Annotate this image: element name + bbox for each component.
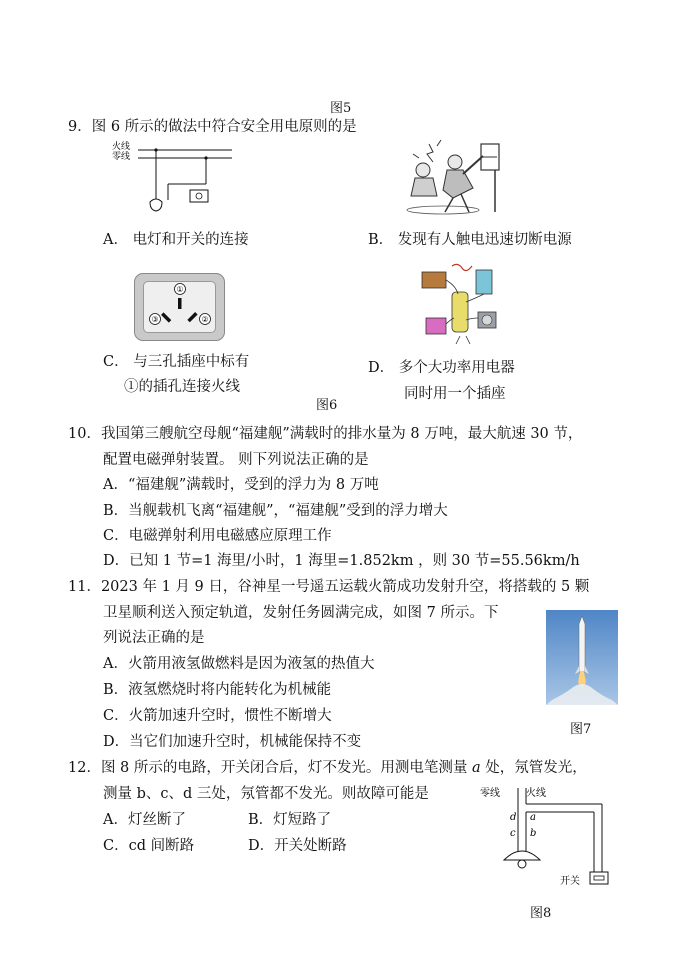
q11-option-b: B．液氢燃烧时将内能转化为机械能 (103, 682, 332, 698)
q12-line1-point-a: a (472, 760, 481, 776)
socket-label-2: ② (201, 315, 209, 324)
light-bulb-icon (150, 199, 162, 211)
point-c-label: c (510, 828, 516, 839)
rocket-icon (579, 616, 585, 672)
q12-option-a: A．灯丝断了 (103, 812, 186, 828)
q12-line1-post: 处，氖管发光， (480, 760, 587, 776)
rocket-launch-photo (546, 610, 618, 705)
switch-label: 开关 (560, 876, 580, 887)
q9-option-c-line2: ①的插孔连接火线 (124, 379, 240, 395)
point-d-label: d (510, 812, 517, 823)
q11-option-d: D．当它们加速升空时，机械能保持不变 (103, 734, 362, 750)
fire-wire-label: 火线 (112, 141, 131, 151)
lamp-switch-circuit-diagram (112, 140, 237, 220)
q10-option-c: C．电磁弹射利用电磁感应原理工作 (103, 528, 332, 544)
overloaded-power-strip-illustration (416, 262, 511, 347)
question-11-stem-line2: 卫星顺利送入预定轨道，发射任务圆满完成，如图 7 所示。下 (103, 605, 499, 621)
q9-option-d-line1: D． 多个大功率用电器 (368, 360, 515, 376)
refrigerator-icon (476, 270, 492, 294)
socket-holes-icon (144, 282, 215, 332)
power-strip-icon (452, 292, 468, 332)
q11-option-a: A．火箭用液氢做燃料是因为液氢的热值大 (103, 656, 375, 672)
socket-face (143, 281, 216, 333)
q12-option-b: B．灯短路了 (248, 812, 332, 828)
q9-option-c-line1: C． 与三孔插座中标有 (103, 354, 250, 370)
q9-option-d-line2: 同时用一个插座 (404, 386, 506, 402)
q12-line1-pre: 12．图 8 所示的电路，开关闭合后，灯不发光。用测电笔测量 (68, 760, 473, 776)
question-12-stem-line1 (68, 758, 587, 778)
question-10-stem-line2: 配置电磁弹射装置。 则下列说法正确的是 (103, 452, 369, 468)
zero-wire-label: 零线 (480, 788, 500, 799)
socket-label-1: ① (176, 285, 184, 294)
socket-label-3: ③ (151, 315, 159, 324)
q12-option-c: C．cd 间断路 (103, 838, 195, 854)
ceiling-lamp-icon (504, 851, 540, 860)
q12-option-d: D．开关处断路 (248, 838, 347, 854)
zero-wire-label: 零线 (112, 151, 131, 161)
figure-6-caption: 图6 (316, 398, 338, 413)
question-12-stem-line2: 测量 b、c、d 三处，氖管都不发光。则故障可能是 (103, 786, 429, 802)
fire-wire-label: 火线 (526, 788, 546, 799)
television-icon (426, 318, 446, 334)
point-b-label: b (530, 828, 537, 839)
switch-box-icon (190, 190, 208, 202)
microwave-icon (422, 272, 446, 288)
three-hole-socket-panel (134, 273, 225, 341)
question-10-stem-line1: 10．我国第三艘航空母舰“福建舰”满载时的排水量为 8 万吨，最大航速 30 节， (68, 426, 583, 442)
question-11-stem-line3: 列说法正确的是 (103, 630, 205, 646)
rescue-cut-power-illustration (403, 132, 508, 217)
q10-option-a: A．“福建舰”满载时，受到的浮力为 8 万吨 (103, 477, 379, 493)
question-9-stem: 9．图 6 所示的做法中符合安全用电原则的是 (68, 119, 357, 135)
figure-5-caption: 图5 (330, 101, 352, 116)
switch-box-icon (590, 872, 608, 884)
q9-option-b: B． 发现有人触电迅速切断电源 (368, 232, 572, 248)
point-a-label: a (530, 812, 536, 823)
fault-circuit-diagram (474, 784, 624, 894)
q10-option-d: D．已知 1 节=1 海里/小时，1 海里=1.852km ，则 30 节=55.56km/h (103, 553, 580, 569)
q11-option-c: C．火箭加速升空时，惯性不断增大 (103, 708, 332, 724)
figure-8-caption: 图8 (530, 906, 552, 921)
q9-option-a: A． 电灯和开关的连接 (103, 232, 249, 248)
figure-7-caption: 图7 (570, 722, 592, 737)
q10-option-b: B．当舰载机飞离“福建舰”，“福建舰”受到的浮力增大 (103, 503, 448, 519)
question-11-stem-line1: 11．2023 年 1 月 9 日，谷神星一号遥五运载火箭成功发射升空，将搭载的 5 颗 (68, 579, 590, 595)
